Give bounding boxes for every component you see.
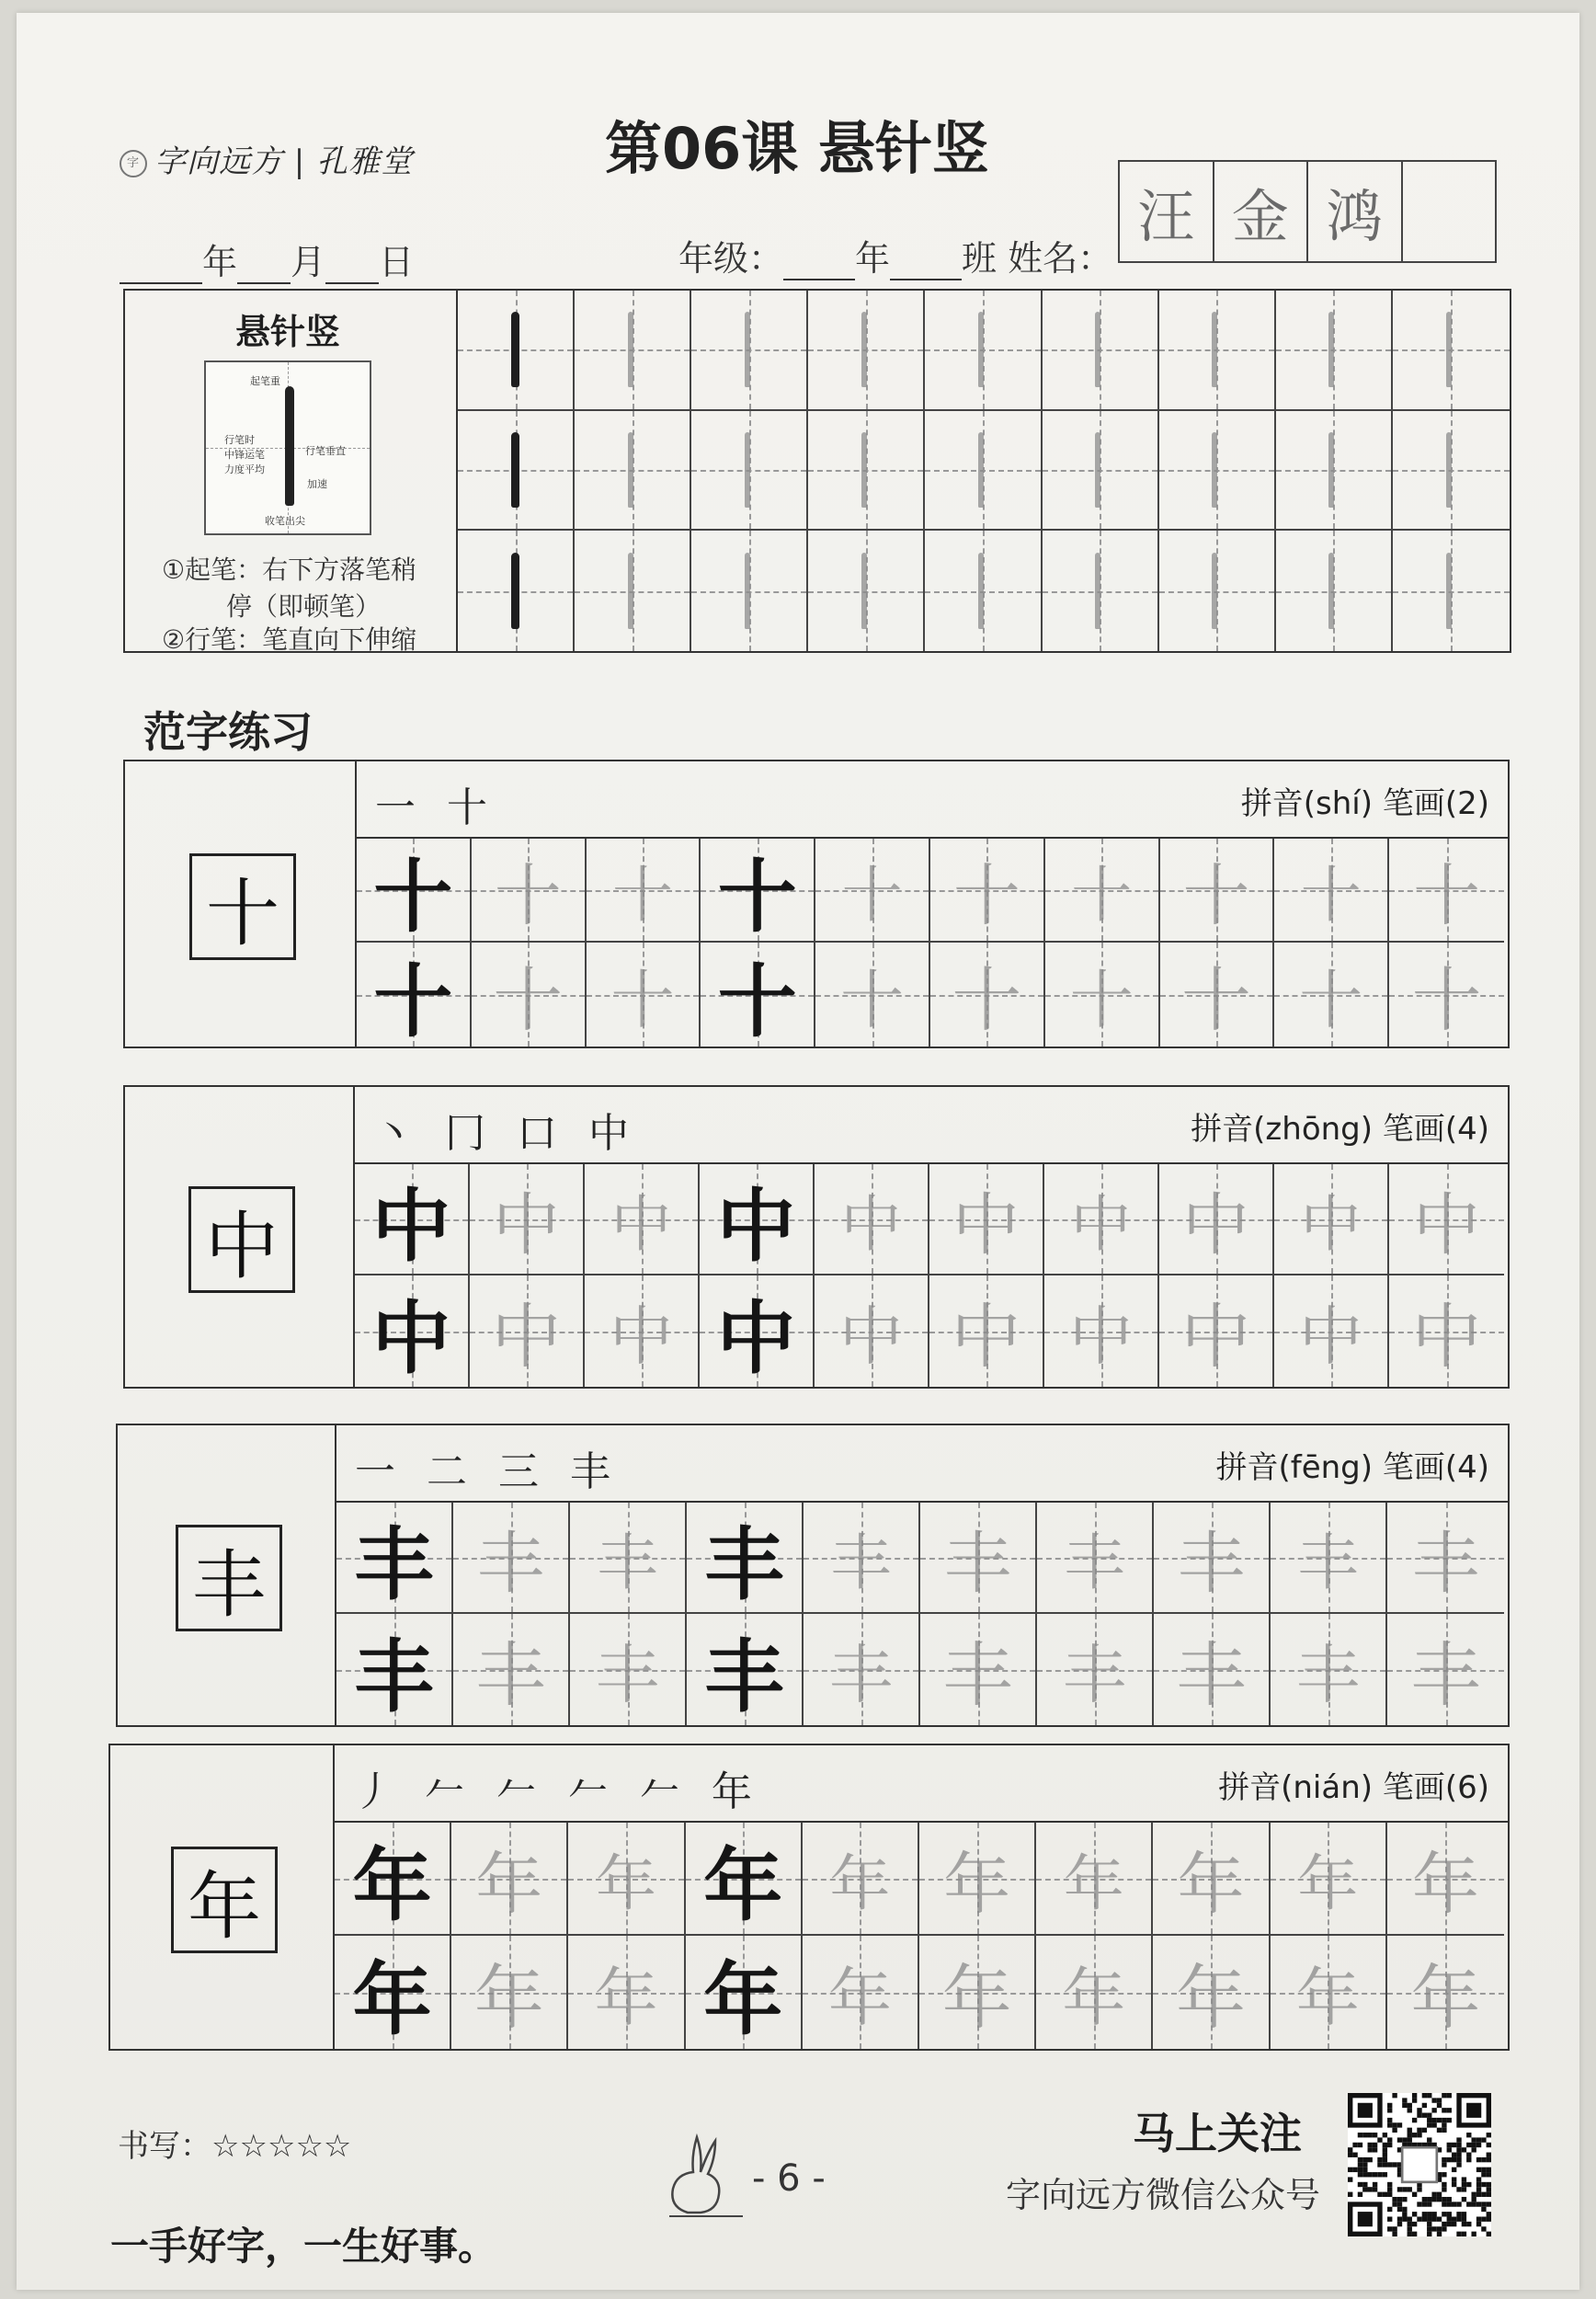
model-character: 中 [371,1291,451,1385]
stroke-order-row [355,1087,1508,1164]
practice-cell[interactable] [1387,1503,1504,1614]
stroke-step: ②行笔：笔直向下伸缩 [162,624,417,655]
stroke-practice-cell[interactable] [1393,411,1510,532]
handwritten-character: 年 [594,1962,658,2035]
practice-cell[interactable] [815,943,930,1047]
brand-text: 字向远方 | 孔雅堂 [154,143,414,180]
handwritten-character: 十 [1182,857,1250,935]
practice-cell[interactable] [929,1164,1044,1275]
handwritten-character: 丰 [1410,1634,1481,1716]
handwritten-vertical-stroke [1446,432,1452,508]
practice-cell[interactable] [686,1936,803,2049]
handwritten-vertical-stroke [1212,312,1217,387]
handwritten-character: 中 [951,1296,1021,1378]
handwritten-character: 中 [491,1296,562,1378]
practice-cell[interactable] [815,839,930,943]
practice-cell[interactable] [1274,1164,1389,1275]
character-writing-grid[interactable] [335,1823,1504,2049]
model-character: 十 [373,955,453,1047]
practice-cell[interactable] [1271,1503,1387,1614]
handwritten-character: 年 [1177,1846,1245,1924]
handwritten-character: 丰 [1063,1639,1126,1712]
stroke-step: 停（即顿笔） [226,591,382,622]
handwritten-character: 中 [610,1300,673,1374]
handwritten-character: 年 [829,1848,891,1919]
handwritten-character: 丰 [1297,1527,1359,1598]
handwritten-vertical-stroke [861,312,867,387]
diagram-note: 起笔重 [250,375,280,387]
handwritten-character: 年 [941,1957,1012,2039]
rating-stars[interactable]: ☆☆☆☆☆ [211,2128,352,2165]
practice-cell[interactable] [803,1936,919,2049]
practice-cell[interactable] [335,1936,451,2049]
stroke-order: 丶 冂 口 中 [373,1110,638,1157]
practice-cell[interactable] [585,1164,700,1275]
page-number: - 6 - [752,2157,826,2200]
handwritten-character: 十 [841,860,903,931]
handwritten-character: 十 [952,857,1020,935]
practice-cell[interactable] [1036,1936,1153,2049]
handwritten-character: 十 [611,860,673,931]
diagram-note: 加速 [307,478,327,490]
handwritten-vertical-stroke [1212,432,1217,508]
practice-cell[interactable] [570,1503,687,1614]
handwritten-vertical-stroke [1446,312,1452,387]
pinyin-strokes-info: 拼音(nián) 笔画(6) [1218,1769,1489,1806]
practice-cell[interactable] [357,839,472,943]
stroke-practice-cell[interactable] [808,411,925,532]
stroke-practice-cell[interactable] [691,531,808,651]
stroke-practice-cell[interactable] [1393,291,1510,411]
handwritten-character: 中 [952,1186,1020,1264]
practice-cell[interactable] [355,1275,470,1387]
practice-cell[interactable] [700,1275,815,1387]
handwritten-character: 丰 [944,1525,1011,1603]
model-character: 丰 [354,1517,434,1611]
practice-cell[interactable] [568,1936,685,2049]
rating-label: 书写： [118,2128,211,2165]
practice-cell[interactable] [355,1164,470,1275]
stroke-practice-cell[interactable] [1276,531,1393,651]
diagram-note: 力度平均 [224,463,265,475]
practice-cell[interactable] [1044,1275,1159,1387]
practice-cell[interactable] [357,943,472,1047]
sample-character-panel [125,1087,355,1387]
practice-cell[interactable] [472,943,587,1047]
practice-cell[interactable] [470,1164,585,1275]
character-writing-grid[interactable] [336,1503,1504,1725]
stroke-title: 悬针竖 [235,312,341,352]
stroke-practice-cell[interactable] [1043,531,1159,651]
diagram-note: 收笔出尖 [265,515,305,527]
handwritten-character: 年 [1410,1957,1481,2039]
handwritten-character: 年 [1175,1957,1246,2039]
practice-cell[interactable] [1044,1164,1159,1275]
practice-cell[interactable] [570,1614,687,1725]
practice-cell[interactable] [701,839,815,943]
handwritten-character: 丰 [1296,1639,1360,1712]
practice-cell[interactable] [1274,1275,1389,1387]
name-cell[interactable] [1120,162,1214,261]
stroke-practice-cell[interactable] [925,291,1042,411]
rabbit-icon [660,2128,748,2220]
practice-section-title: 范字练习 [143,707,313,757]
practice-cell[interactable] [930,943,1045,1047]
handwritten-character: 丰 [596,1639,659,1712]
practice-cell[interactable] [587,839,701,943]
name-char: 汪 [1137,182,1195,250]
year-blank[interactable] [120,242,202,284]
stroke-practice-cell[interactable] [575,531,691,651]
model-character: 中 [716,1179,796,1273]
practice-cell[interactable] [700,1164,815,1275]
stroke-order: 一 十 [375,784,496,831]
handwritten-character: 中 [839,1300,903,1374]
practice-cell[interactable] [453,1614,570,1725]
handwritten-character: 十 [1299,964,1363,1037]
practice-cell[interactable] [470,1275,585,1387]
practice-cell[interactable] [1271,1614,1387,1725]
diagram-note: 行笔时 [224,434,255,446]
practice-cell[interactable] [1387,1614,1504,1725]
name-char: 金 [1231,182,1289,250]
stroke-practice-cell[interactable] [1276,411,1393,532]
handwritten-vertical-stroke [978,312,984,387]
sample-character: 年 [171,1847,278,1953]
practice-cell[interactable] [587,943,701,1047]
stroke-practice-cell[interactable] [458,291,575,411]
practice-cell[interactable] [701,943,815,1047]
handwritten-character: 丰 [475,1634,546,1716]
practice-cell[interactable] [1389,839,1504,943]
practice-cell[interactable] [336,1503,453,1614]
grade-label: 年级： [678,238,784,279]
stroke-order-row [357,761,1508,839]
practice-cell[interactable] [1037,1503,1154,1614]
grade-blank[interactable] [783,238,855,280]
stroke-practice-cell[interactable] [458,531,575,651]
practice-cell[interactable] [929,1275,1044,1387]
practice-cell[interactable] [1159,1275,1274,1387]
handwritten-vertical-stroke [628,432,633,508]
name-cell[interactable] [1403,162,1496,261]
handwritten-character: 中 [1180,1296,1251,1378]
practice-cell[interactable] [687,1503,804,1614]
practice-cell[interactable] [1153,1823,1270,1936]
model-vertical-stroke [511,432,519,508]
handwritten-character: 丰 [830,1527,892,1598]
handwritten-vertical-stroke [1446,553,1452,630]
handwritten-character: 中 [1411,1296,1482,1378]
handwritten-vertical-stroke [861,432,867,508]
practice-cell[interactable] [472,839,587,943]
handwritten-character: 中 [610,1189,672,1260]
handwritten-character: 丰 [597,1527,658,1598]
model-character: 十 [717,955,797,1047]
day-label: 日 [379,242,415,282]
pinyin-strokes-info: 拼音(shí) 笔画(2) [1240,785,1489,822]
model-vertical-stroke [511,553,519,630]
name-cell[interactable] [1214,162,1309,261]
handwritten-character: 十 [610,964,675,1037]
practice-cell[interactable] [687,1614,804,1725]
handwritten-character: 年 [473,1957,544,2039]
handwritten-character: 十 [1413,857,1481,935]
practice-cell[interactable] [1037,1614,1154,1725]
handwritten-character: 十 [840,964,905,1037]
practice-cell[interactable] [1154,1614,1271,1725]
practice-cell[interactable] [451,1823,568,1936]
sample-character: 丰 [176,1525,282,1631]
model-character: 中 [371,1179,451,1273]
character-writing-grid[interactable] [355,1164,1504,1387]
handwritten-character: 十 [952,959,1022,1041]
practice-cell[interactable] [1387,1936,1504,2049]
handwritten-character: 年 [1063,1848,1124,1919]
stroke-order: 一 二 三 丰 [355,1448,620,1495]
character-block [108,1744,1510,2051]
handwritten-character: 丰 [1176,1634,1247,1716]
stroke-step: ①起笔：右下方落笔稍 [162,555,417,585]
stroke-practice-cell[interactable] [1159,411,1276,532]
class-name-label: 班 姓名： [962,238,1113,279]
practice-cell[interactable] [919,1936,1036,2049]
handwritten-character: 中 [840,1189,902,1260]
handwritten-character: 中 [1413,1186,1480,1264]
practice-cell[interactable] [1274,839,1389,943]
sample-character-panel [110,1745,335,2049]
practice-cell[interactable] [815,1164,929,1275]
handwritten-character: 中 [1299,1300,1362,1374]
handwritten-vertical-stroke [1095,312,1100,387]
diagram-note: 行笔垂直 [305,445,346,457]
practice-cell[interactable] [803,1823,919,1936]
handwritten-vertical-stroke [1095,432,1100,508]
handwritten-character: 十 [494,857,562,935]
stroke-practice-cell[interactable] [808,531,925,651]
handwritten-vertical-stroke [1328,432,1334,508]
handwritten-vertical-stroke [628,312,633,387]
pinyin-strokes-info: 拼音(fēng) 笔画(4) [1215,1449,1489,1486]
name-char: 鸿 [1326,182,1384,250]
model-character: 年 [352,1952,432,2046]
brand-seal: 字 [120,150,147,177]
stroke-practice-cell[interactable] [691,411,808,532]
practice-cell[interactable] [1389,1164,1504,1275]
practice-cell[interactable] [1153,1936,1270,2049]
stroke-practice-cell[interactable] [808,291,925,411]
sample-character-panel [125,761,357,1047]
stroke-practice-cell[interactable] [1393,531,1510,651]
practice-cell[interactable] [930,839,1045,943]
handwritten-character: 十 [1180,959,1251,1041]
sample-character: 十 [189,853,296,960]
handwritten-vertical-stroke [1328,553,1334,630]
model-character: 十 [717,850,797,943]
stroke-practice-cell[interactable] [1043,411,1159,532]
handwritten-character: 年 [1297,1848,1359,1919]
handwritten-vertical-stroke [628,553,633,630]
handwritten-character: 丰 [942,1634,1013,1716]
practice-cell[interactable] [336,1614,453,1725]
stroke-order-row [335,1745,1508,1823]
follow-prompt: 马上关注 [1133,2109,1302,2158]
practice-cell[interactable] [335,1823,451,1936]
handwritten-vertical-stroke [861,553,867,630]
handwritten-character: 中 [1070,1189,1132,1260]
qr-code-icon[interactable] [1348,2093,1491,2236]
practice-cell[interactable] [815,1275,929,1387]
writing-rating [118,2121,351,2166]
stroke-practice-cell[interactable] [575,411,691,532]
name-cell[interactable] [1308,162,1403,261]
year-label: 年 [202,242,238,282]
handwritten-character: 中 [1182,1186,1249,1264]
practice-cell[interactable] [804,1503,920,1614]
practice-cell[interactable] [1160,943,1275,1047]
model-character: 丰 [704,1630,784,1723]
handwritten-character: 年 [943,1846,1011,1924]
stroke-order: 丿 𠂉 𠂉 𠂉 𠂉 年 [353,1768,761,1815]
brand-logo [120,136,413,181]
practice-cell[interactable] [804,1614,920,1725]
wechat-account: 字向远方微信公众号 [1006,2175,1321,2215]
month-label: 月 [291,242,326,282]
practice-cell[interactable] [1154,1503,1271,1614]
handwritten-vertical-stroke [745,432,750,508]
practice-cell[interactable] [1159,1164,1274,1275]
handwritten-vertical-stroke [1212,553,1217,630]
month-blank[interactable] [237,242,291,284]
student-name-grid[interactable] [1118,160,1497,263]
handwritten-vertical-stroke [745,553,750,630]
handwritten-character: 十 [1069,964,1134,1037]
stroke-practice-cell[interactable] [691,291,808,411]
stroke-writing-grid[interactable] [458,291,1510,651]
handwritten-character: 丰 [829,1639,893,1712]
grade-year-label: 年 [855,238,891,279]
handwritten-character: 中 [1300,1189,1362,1260]
diagram-note: 中锋运笔 [224,449,265,461]
character-writing-grid[interactable] [357,839,1504,1047]
practice-cell[interactable] [1271,1936,1387,2049]
stroke-practice-cell[interactable] [1159,291,1276,411]
handwritten-character: 十 [1411,959,1482,1041]
practice-cell[interactable] [1045,943,1160,1047]
class-blank[interactable] [890,238,962,280]
handwritten-character: 年 [827,1962,892,2035]
practice-cell[interactable] [1274,943,1389,1047]
stroke-practice-cell[interactable] [575,291,691,411]
stroke-practice-cell[interactable] [1043,291,1159,411]
handwritten-vertical-stroke [745,312,750,387]
handwritten-character: 丰 [1064,1527,1125,1598]
stroke-practice-box [123,289,1511,653]
date-line [120,234,414,284]
practice-cell[interactable] [568,1823,685,1936]
handwritten-character: 中 [493,1186,560,1264]
practice-cell[interactable] [1036,1823,1153,1936]
grade-line [678,230,1112,280]
practice-cell[interactable] [1160,839,1275,943]
practice-cell[interactable] [1389,1275,1504,1387]
handwritten-vertical-stroke [1095,553,1100,630]
sample-character-panel [118,1425,336,1725]
practice-cell[interactable] [1045,839,1160,943]
character-block [123,760,1510,1048]
practice-cell[interactable] [920,1614,1037,1725]
model-character: 十 [373,850,453,943]
handwritten-character: 十 [493,959,564,1041]
handwritten-vertical-stroke [978,432,984,508]
character-block [116,1424,1510,1727]
sample-character: 中 [188,1186,295,1293]
practice-cell[interactable] [919,1823,1036,1936]
stroke-practice-cell[interactable] [1159,531,1276,651]
handwritten-character: 十 [1071,860,1133,931]
handwritten-vertical-stroke [1328,312,1334,387]
handwritten-character: 丰 [477,1525,544,1603]
handwritten-character: 年 [1062,1962,1126,2035]
handwritten-character: 丰 [1412,1525,1479,1603]
stroke-practice-cell[interactable] [925,531,1042,651]
practice-cell[interactable] [686,1823,803,1936]
handwritten-vertical-stroke [978,553,984,630]
character-block [123,1085,1510,1389]
day-blank[interactable] [325,242,379,284]
practice-cell[interactable] [920,1503,1037,1614]
handwritten-character: 十 [1300,860,1362,931]
pinyin-strokes-info: 拼音(zhōng) 笔画(4) [1191,1111,1489,1148]
worksheet-page [17,13,1579,2290]
stroke-order-row [336,1425,1508,1503]
handwritten-character: 年 [1295,1962,1360,2035]
stroke-practice-cell[interactable] [925,411,1042,532]
handwritten-character: 丰 [1178,1525,1245,1603]
model-vertical-stroke [511,312,519,387]
practice-cell[interactable] [1271,1823,1387,1936]
model-character: 丰 [704,1517,784,1611]
vertical-stroke-illustration [285,386,294,506]
practice-cell[interactable] [585,1275,700,1387]
motto: 一手好字，一生好事。 [110,2224,497,2269]
practice-cell[interactable] [1389,943,1504,1047]
handwritten-character: 年 [475,1846,543,1924]
practice-cell[interactable] [451,1936,568,2049]
stroke-info-panel [125,291,458,655]
model-character: 年 [703,1838,783,1932]
handwritten-character: 年 [595,1848,656,1919]
stroke-practice-cell[interactable] [458,411,575,532]
handwritten-character: 中 [1069,1300,1133,1374]
stroke-practice-cell[interactable] [1276,291,1393,411]
handwritten-character: 年 [1411,1846,1479,1924]
practice-cell[interactable] [453,1503,570,1614]
stroke-diagram [204,360,371,535]
practice-cell[interactable] [1387,1823,1504,1936]
model-character: 丰 [354,1630,434,1723]
lesson-title: 第06课 悬针竖 [605,115,989,182]
model-character: 年 [352,1838,432,1932]
model-character: 中 [716,1291,796,1385]
model-character: 年 [703,1952,783,2046]
